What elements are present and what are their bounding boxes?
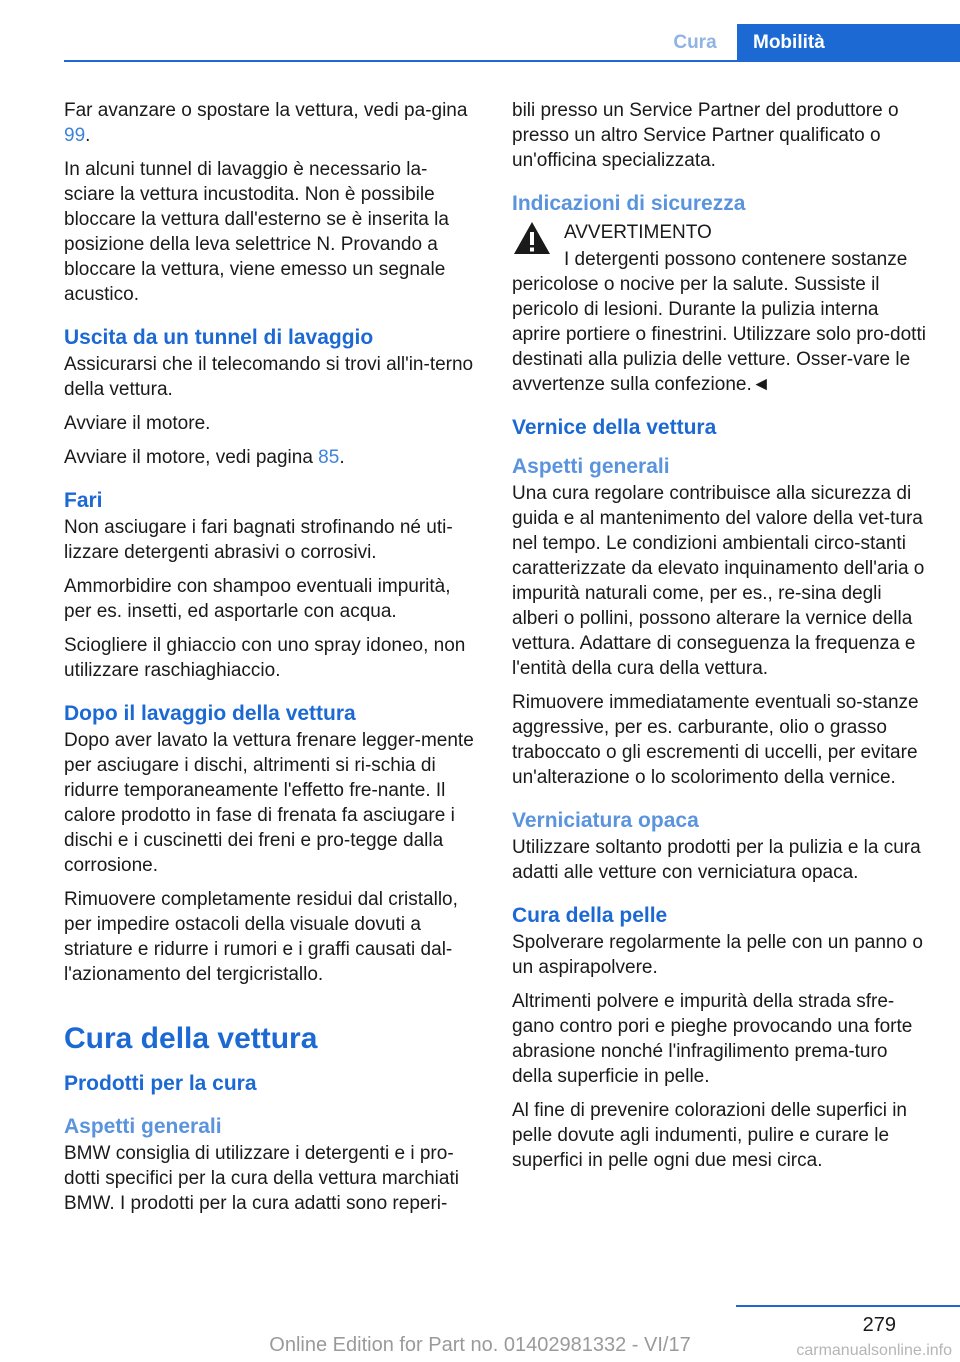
page-number: 279 [862, 1314, 896, 1336]
warning-text: pericolose o nocive per la salute. Sussiste il pericolo di lesioni. Durante la pulizia interna aprire portiere o finestrini. Utilizzare solo pro-dotti destinati alla pulizia delle vetture. Osser-vare le avvertenze sulla confezione.◄ [512, 274, 926, 395]
paragraph: In alcuni tunnel di lavaggio è necessario la-sciare la vettura incustodita. Non è possibile bloccare la vettura dall'esterno se è inserita la posizione della leva selettrice N. Provando a bloccare la vettura, viene emesso un segnale acustico. [64, 159, 449, 305]
heading-dopo-lavaggio: Dopo il lavaggio della vettura [64, 702, 356, 725]
watermark: carmanualsonline.info [796, 1342, 952, 1359]
header-tab-cura[interactable]: Cura [673, 32, 717, 53]
heading-vernice: Vernice della vettura [512, 416, 717, 439]
page-link-85[interactable]: 85 [318, 447, 340, 468]
heading-prodotti: Prodotti per la cura [64, 1072, 257, 1095]
footer-edition: Online Edition for Part no. 01402981332 - VI/17 [269, 1334, 691, 1356]
paragraph [64, 445, 478, 470]
warning-text: I detergenti possono contenere sostanze [564, 249, 908, 270]
paragraph: Avviare il motore. [64, 413, 211, 434]
heading-aspetti-generali: Aspetti generali [64, 1115, 222, 1138]
paragraph: Altrimenti polvere e impurità della strada sfre-gano contro pori e pieghe provocando una forte abrasione nonché l'infragilimento prema-turo della superficie in pelle. [512, 991, 913, 1087]
paragraph: Utilizzare soltanto prodotti per la pulizia e la cura adatti alle vetture con verniciatura opaca. [512, 837, 921, 883]
heading-uscita: Uscita da un tunnel di lavaggio [64, 326, 374, 349]
warning-triangle-icon [512, 220, 552, 256]
paragraph: Assicurarsi che il telecomando si trovi all'in-terno della vettura. [64, 354, 474, 400]
paragraph: Non asciugare i fari bagnati strofinando né uti-lizzare detergenti abrasivi o corrosivi. [64, 517, 453, 563]
paragraph: Spolverare regolarmente la pelle con un panno o un aspirapolvere. [512, 932, 923, 978]
left-column [64, 98, 478, 1225]
paragraph: Rimuovere completamente residui dal cristallo, per impedire ostacoli della visuale dovuti a striature e ridurre i rumori e i graffi causati dal-l'azionamento del tergicristallo. [64, 889, 458, 985]
paragraph-text: . [85, 125, 91, 146]
paragraph-text: Avviare il motore, vedi pagina [64, 447, 319, 468]
paragraph-text: . [339, 447, 345, 468]
heading-fari: Fari [64, 489, 103, 512]
paragraph: Sciogliere il ghiaccio con uno spray idoneo, non utilizzare raschiaghiaccio. [64, 635, 466, 681]
paragraph [64, 98, 478, 148]
header-rule [64, 60, 960, 62]
footer-rule [736, 1305, 960, 1307]
heading-cura-pelle: Cura della pelle [512, 904, 668, 927]
paragraph: Dopo aver lavato la vettura frenare legger-mente per asciugare i dischi, altrimenti si ri-schia di ridurre temporaneamente l'effetto fre-nante. Il calore prodotto in fase di frenata fa asciugare i dischi e i cuscinetti dei freni e pro-tegge dalla corrosione. [64, 730, 474, 876]
paragraph: BMW consiglia di utilizzare i detergenti e i pro-dotti specifici per la cura della vettura marchiati BMW. I prodotti per la cura adatti sono reperi- [64, 1143, 459, 1214]
header-tab-mobilita[interactable]: Mobilità [737, 24, 960, 62]
paragraph: bili presso un Service Partner del produttore o presso un altro Service Partner qualificato o un'officina specializzata. [512, 100, 899, 171]
heading-cura-vettura: Cura della vettura [64, 1022, 318, 1055]
paragraph: Ammorbidire con shampoo eventuali impurità, per es. insetti, ed asportarle con acqua. [64, 576, 451, 622]
heading-aspetti-generali: Aspetti generali [512, 455, 670, 478]
paragraph: Al fine di prevenire colorazioni delle superfici in pelle dovute agli indumenti, pulire e curare le superfici in pelle ogni due mesi circa. [512, 1100, 907, 1171]
paragraph: Rimuovere immediatamente eventuali so-stanze aggressive, per es. carburante, olio o grasso traboccato o gli escrementi di uccelli, per evitare un'alterazione o lo scolorimento della vernice. [512, 692, 919, 788]
right-column [512, 98, 928, 1182]
warning-title: AVVERTIMENTO [564, 222, 712, 243]
paragraph-text: Far avanzare o spostare la vettura, vedi pa-gina [64, 100, 468, 121]
paragraph: Una cura regolare contribuisce alla sicurezza di guida e al mantenimento del valore della vet-tura nel tempo. Le condizioni ambientali circo-stanti caratterizzate da elevato inquinamento dell'aria o impurità naturali come, per es., re-sina degli alberi o pollini, possono alterare la vernice della vettura. Adattare di conseguenza la frequenza e l'entità della cura della vettura. [512, 483, 925, 679]
heading-sicurezza: Indicazioni di sicurezza [512, 192, 746, 215]
page-link-99[interactable]: 99 [64, 125, 86, 146]
heading-verniciatura-opaca: Verniciatura opaca [512, 809, 699, 832]
warning-box [512, 220, 928, 397]
